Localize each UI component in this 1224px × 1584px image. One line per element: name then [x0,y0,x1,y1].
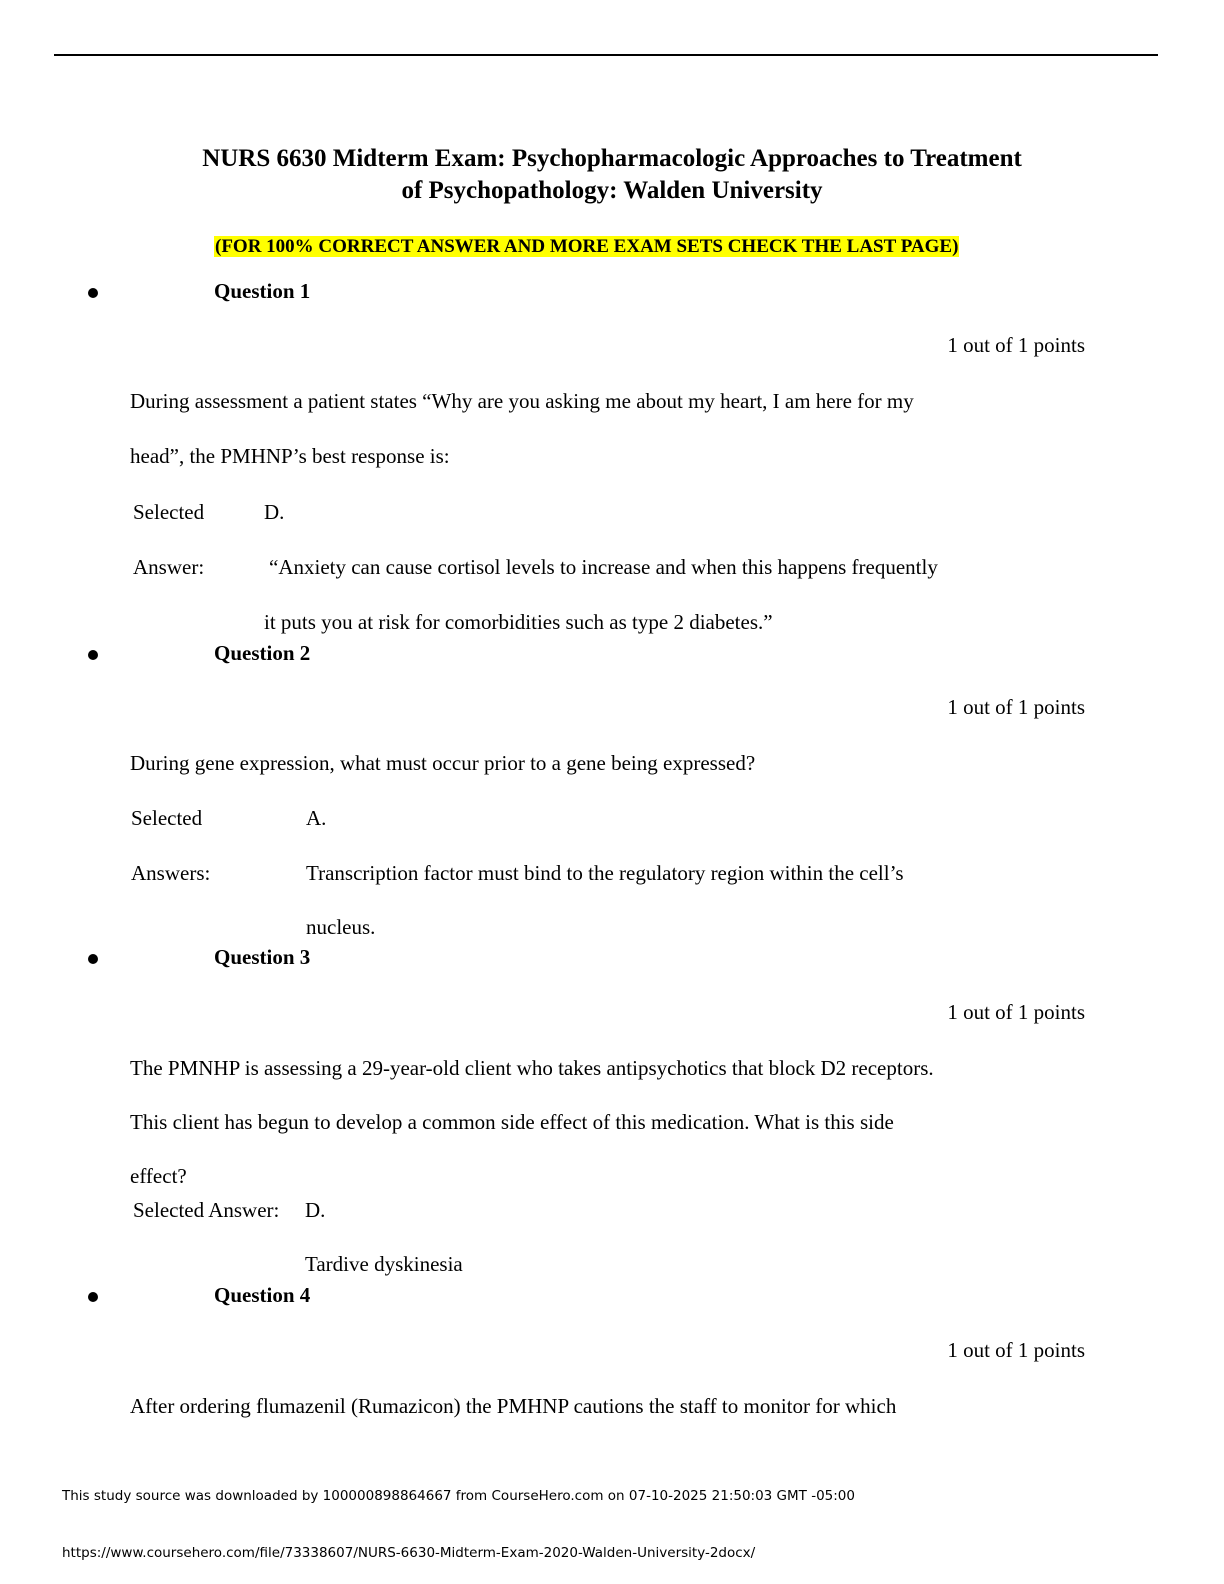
highlight-banner [214,235,959,259]
question-3-text-line-3: effect? [130,1164,187,1188]
question-3-text-line-2: This client has begun to develop a common side effect of this medication. What is this side [130,1110,894,1134]
question-4-title: Question 4 [214,1283,311,1307]
top-rule [54,54,1158,56]
question-2-bullet [88,650,98,660]
question-1-text-line-2: head”, the PMHNP’s best response is: [130,444,450,468]
document-title-line-2: of Psychopathology: Walden University [401,177,823,204]
question-3-bullet [88,954,98,964]
question-3-selected-label: Selected Answer: [133,1198,280,1222]
question-1-answer-line-2: it puts you at risk for comorbidities such as type 2 diabetes.” [264,610,773,634]
question-2-answer-line-1: Transcription factor must bind to the regulatory region within the cell’s [306,861,904,885]
question-1-answer-line-1: “Anxiety can cause cortisol levels to increase and when this happens frequently [269,555,938,579]
question-3-points: 1 out of 1 points [947,1000,1085,1024]
document-title-line-1: NURS 6630 Midterm Exam: Psychopharmacologic Approaches to Treatment [202,145,1022,172]
question-3-text-line-1: The PMNHP is assessing a 29-year-old client who takes antipsychotics that block D2 receptors. [130,1056,934,1080]
footer-url[interactable]: https://www.coursehero.com/file/73338607/NURS-6630-Midterm-Exam-2020-Walden-University-2docx/ [62,1545,756,1561]
question-2-answer-label: Answers: [131,861,211,885]
question-4-text-line-1: After ordering flumazenil (Rumazicon) the PMHNP cautions the staff to monitor for which [130,1394,897,1418]
question-2-title: Question 2 [214,641,311,665]
question-1-selected-label: Selected [133,500,205,524]
question-1-title: Question 1 [214,279,311,303]
question-3-answer-letter: D. [305,1198,326,1222]
question-1-answer-letter: D. [264,500,285,524]
question-3-title: Question 3 [214,945,311,969]
question-4-points: 1 out of 1 points [947,1338,1085,1362]
question-1-text-line-1: During assessment a patient states “Why are you asking me about my heart, I am here for my [130,389,914,413]
question-2-text-line-1: During gene expression, what must occur prior to a gene being expressed? [130,751,756,775]
question-2-answer-letter: A. [306,806,327,830]
question-1-bullet [88,288,98,298]
question-2-points: 1 out of 1 points [947,695,1085,719]
question-2-answer-line-2: nucleus. [306,915,376,939]
question-3-answer-line-1: Tardive dyskinesia [305,1252,463,1276]
footer-source-line: This study source was downloaded by 100000898864667 from CourseHero.com on 07-10-2025 21:50:03 GMT -05:00 [62,1488,855,1504]
question-4-bullet [88,1292,98,1302]
question-2-selected-label: Selected [131,806,203,830]
highlight-banner-text: (FOR 100% CORRECT ANSWER AND MORE EXAM SETS CHECK THE LAST PAGE) [215,236,959,257]
question-1-answer-label: Answer: [133,555,205,579]
question-1-points: 1 out of 1 points [947,333,1085,357]
